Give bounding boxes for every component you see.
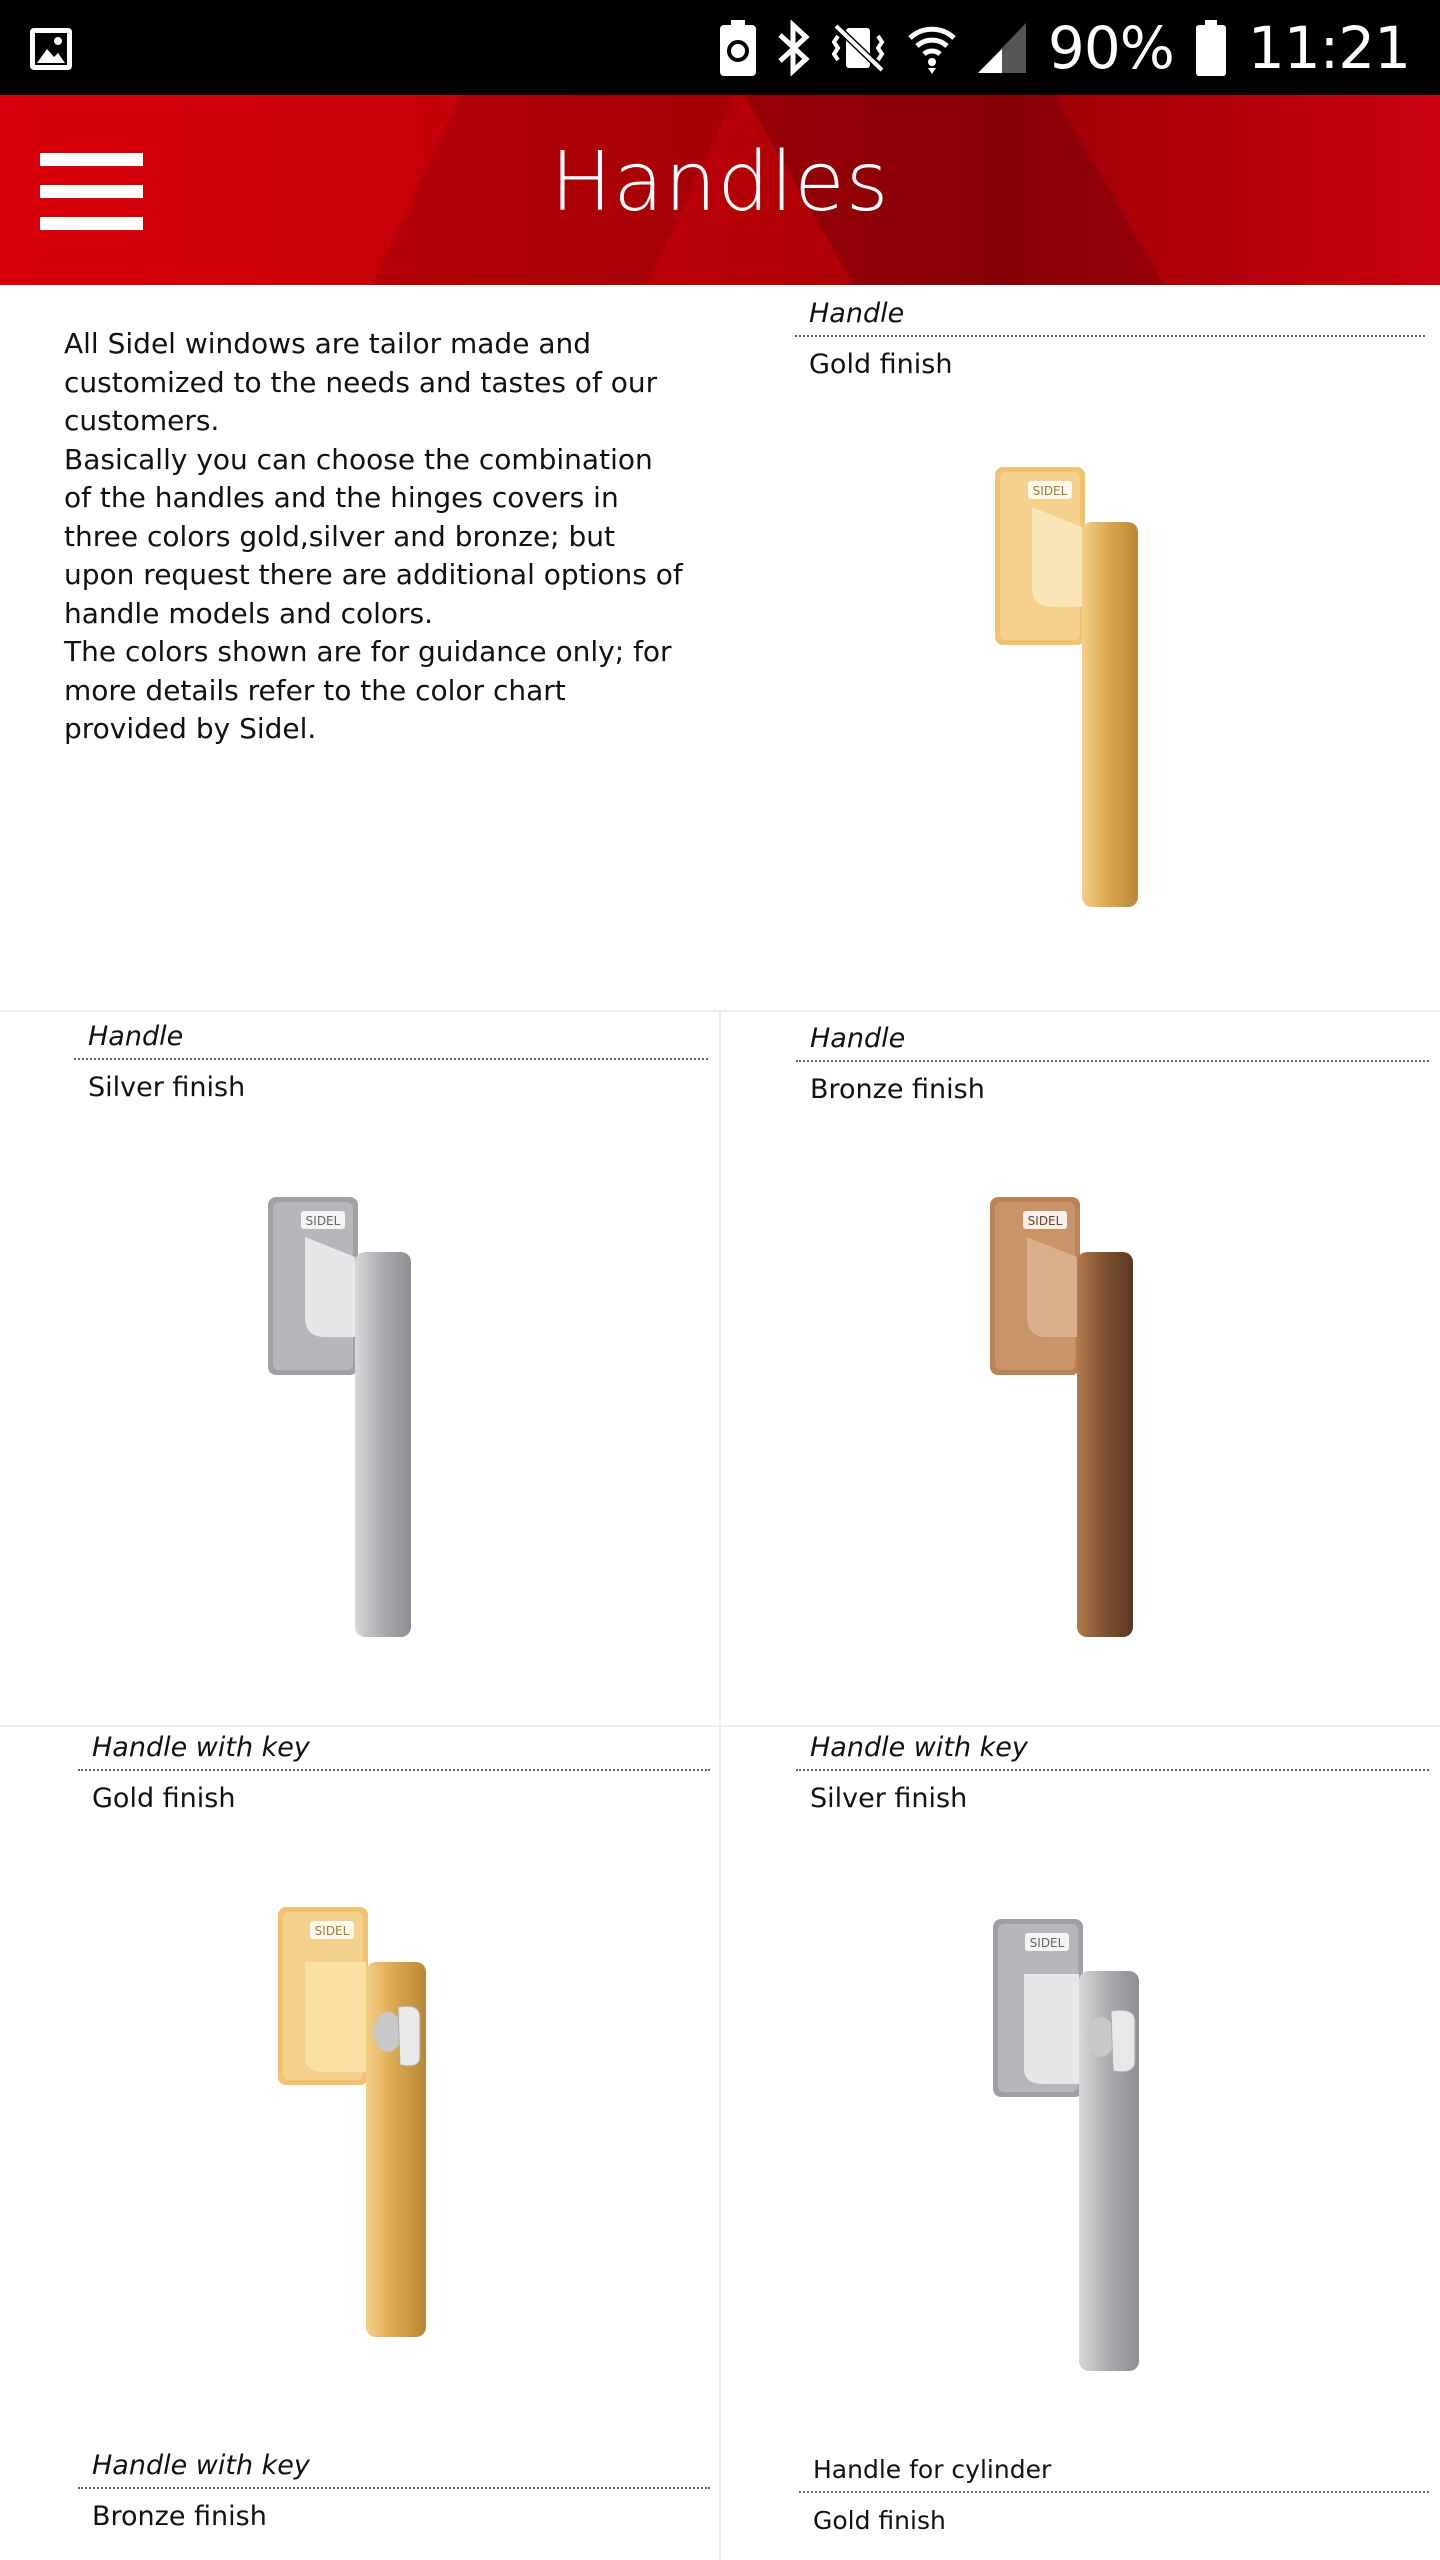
vibrate-mute-icon — [832, 22, 886, 74]
page-title: Handles — [550, 135, 890, 230]
brand-logo: SIDEL — [1027, 1214, 1063, 1228]
product-card[interactable] — [0, 1010, 719, 1725]
product-type: Handle — [88, 1021, 184, 1052]
product-type: Handle — [809, 298, 905, 329]
handle-image — [990, 467, 1150, 917]
intro-paragraph: The colors shown are for guidance only; for more details refer to the color chart provided by Sidel. — [64, 635, 672, 745]
product-type: Handle — [810, 1023, 906, 1054]
product-finish: Gold finish — [809, 349, 953, 380]
bluetooth-icon — [778, 20, 810, 76]
product-finish: Bronze finish — [92, 2501, 267, 2532]
product-finish: Gold finish — [92, 1783, 236, 1814]
divider — [78, 2487, 710, 2489]
gallery-icon — [28, 26, 74, 72]
product-card[interactable] — [0, 2445, 719, 2560]
brand-logo: SIDEL — [305, 1214, 341, 1228]
intro-paragraph: All Sidel windows are tailor made and customized to the needs and tastes of our customers. — [64, 327, 658, 437]
battery-percent: 90% — [1047, 13, 1174, 82]
battery-saver-icon — [720, 20, 756, 76]
intro-paragraph: Basically you can choose the combination of the handles and the hinges covers in three colors gold,silver and bronze; but upon request there are additional options of handle models and colors. — [64, 442, 683, 630]
handle-image — [270, 1907, 470, 2347]
product-finish: Silver finish — [810, 1783, 968, 1814]
brand-logo: SIDEL — [314, 1924, 350, 1938]
divider — [799, 2491, 1429, 2493]
status-bar — [0, 0, 1440, 95]
divider — [795, 335, 1425, 337]
handle-image — [263, 1197, 423, 1647]
divider — [74, 1058, 708, 1060]
product-type: Handle with key — [92, 2450, 310, 2481]
app-header — [0, 95, 1440, 285]
product-card[interactable] — [720, 285, 1440, 1010]
product-finish: Gold finish — [813, 2506, 946, 2535]
divider — [796, 1769, 1429, 1771]
brand-logo: SIDEL — [1032, 484, 1068, 498]
product-grid — [0, 285, 1440, 2560]
product-finish: Bronze finish — [810, 1074, 985, 1105]
wifi-icon — [908, 22, 956, 74]
product-card[interactable] — [0, 1725, 719, 2445]
product-type: Handle for cylinder — [813, 2455, 1052, 2484]
product-type: Handle with key — [810, 1732, 1028, 1763]
clock: 11:21 — [1247, 13, 1410, 82]
product-finish: Silver finish — [88, 1072, 246, 1103]
signal-icon — [978, 23, 1026, 73]
handle-image — [985, 1197, 1145, 1647]
product-card[interactable] — [721, 1010, 1440, 1725]
brand-logo: SIDEL — [1029, 1936, 1065, 1950]
product-card[interactable] — [721, 2445, 1440, 2560]
battery-icon — [1196, 20, 1226, 76]
product-card[interactable] — [721, 1725, 1440, 2445]
product-type: Handle with key — [92, 1732, 310, 1763]
divider — [796, 1060, 1429, 1062]
handle-image — [989, 1919, 1189, 2379]
intro-text — [64, 325, 684, 749]
divider — [78, 1769, 710, 1771]
